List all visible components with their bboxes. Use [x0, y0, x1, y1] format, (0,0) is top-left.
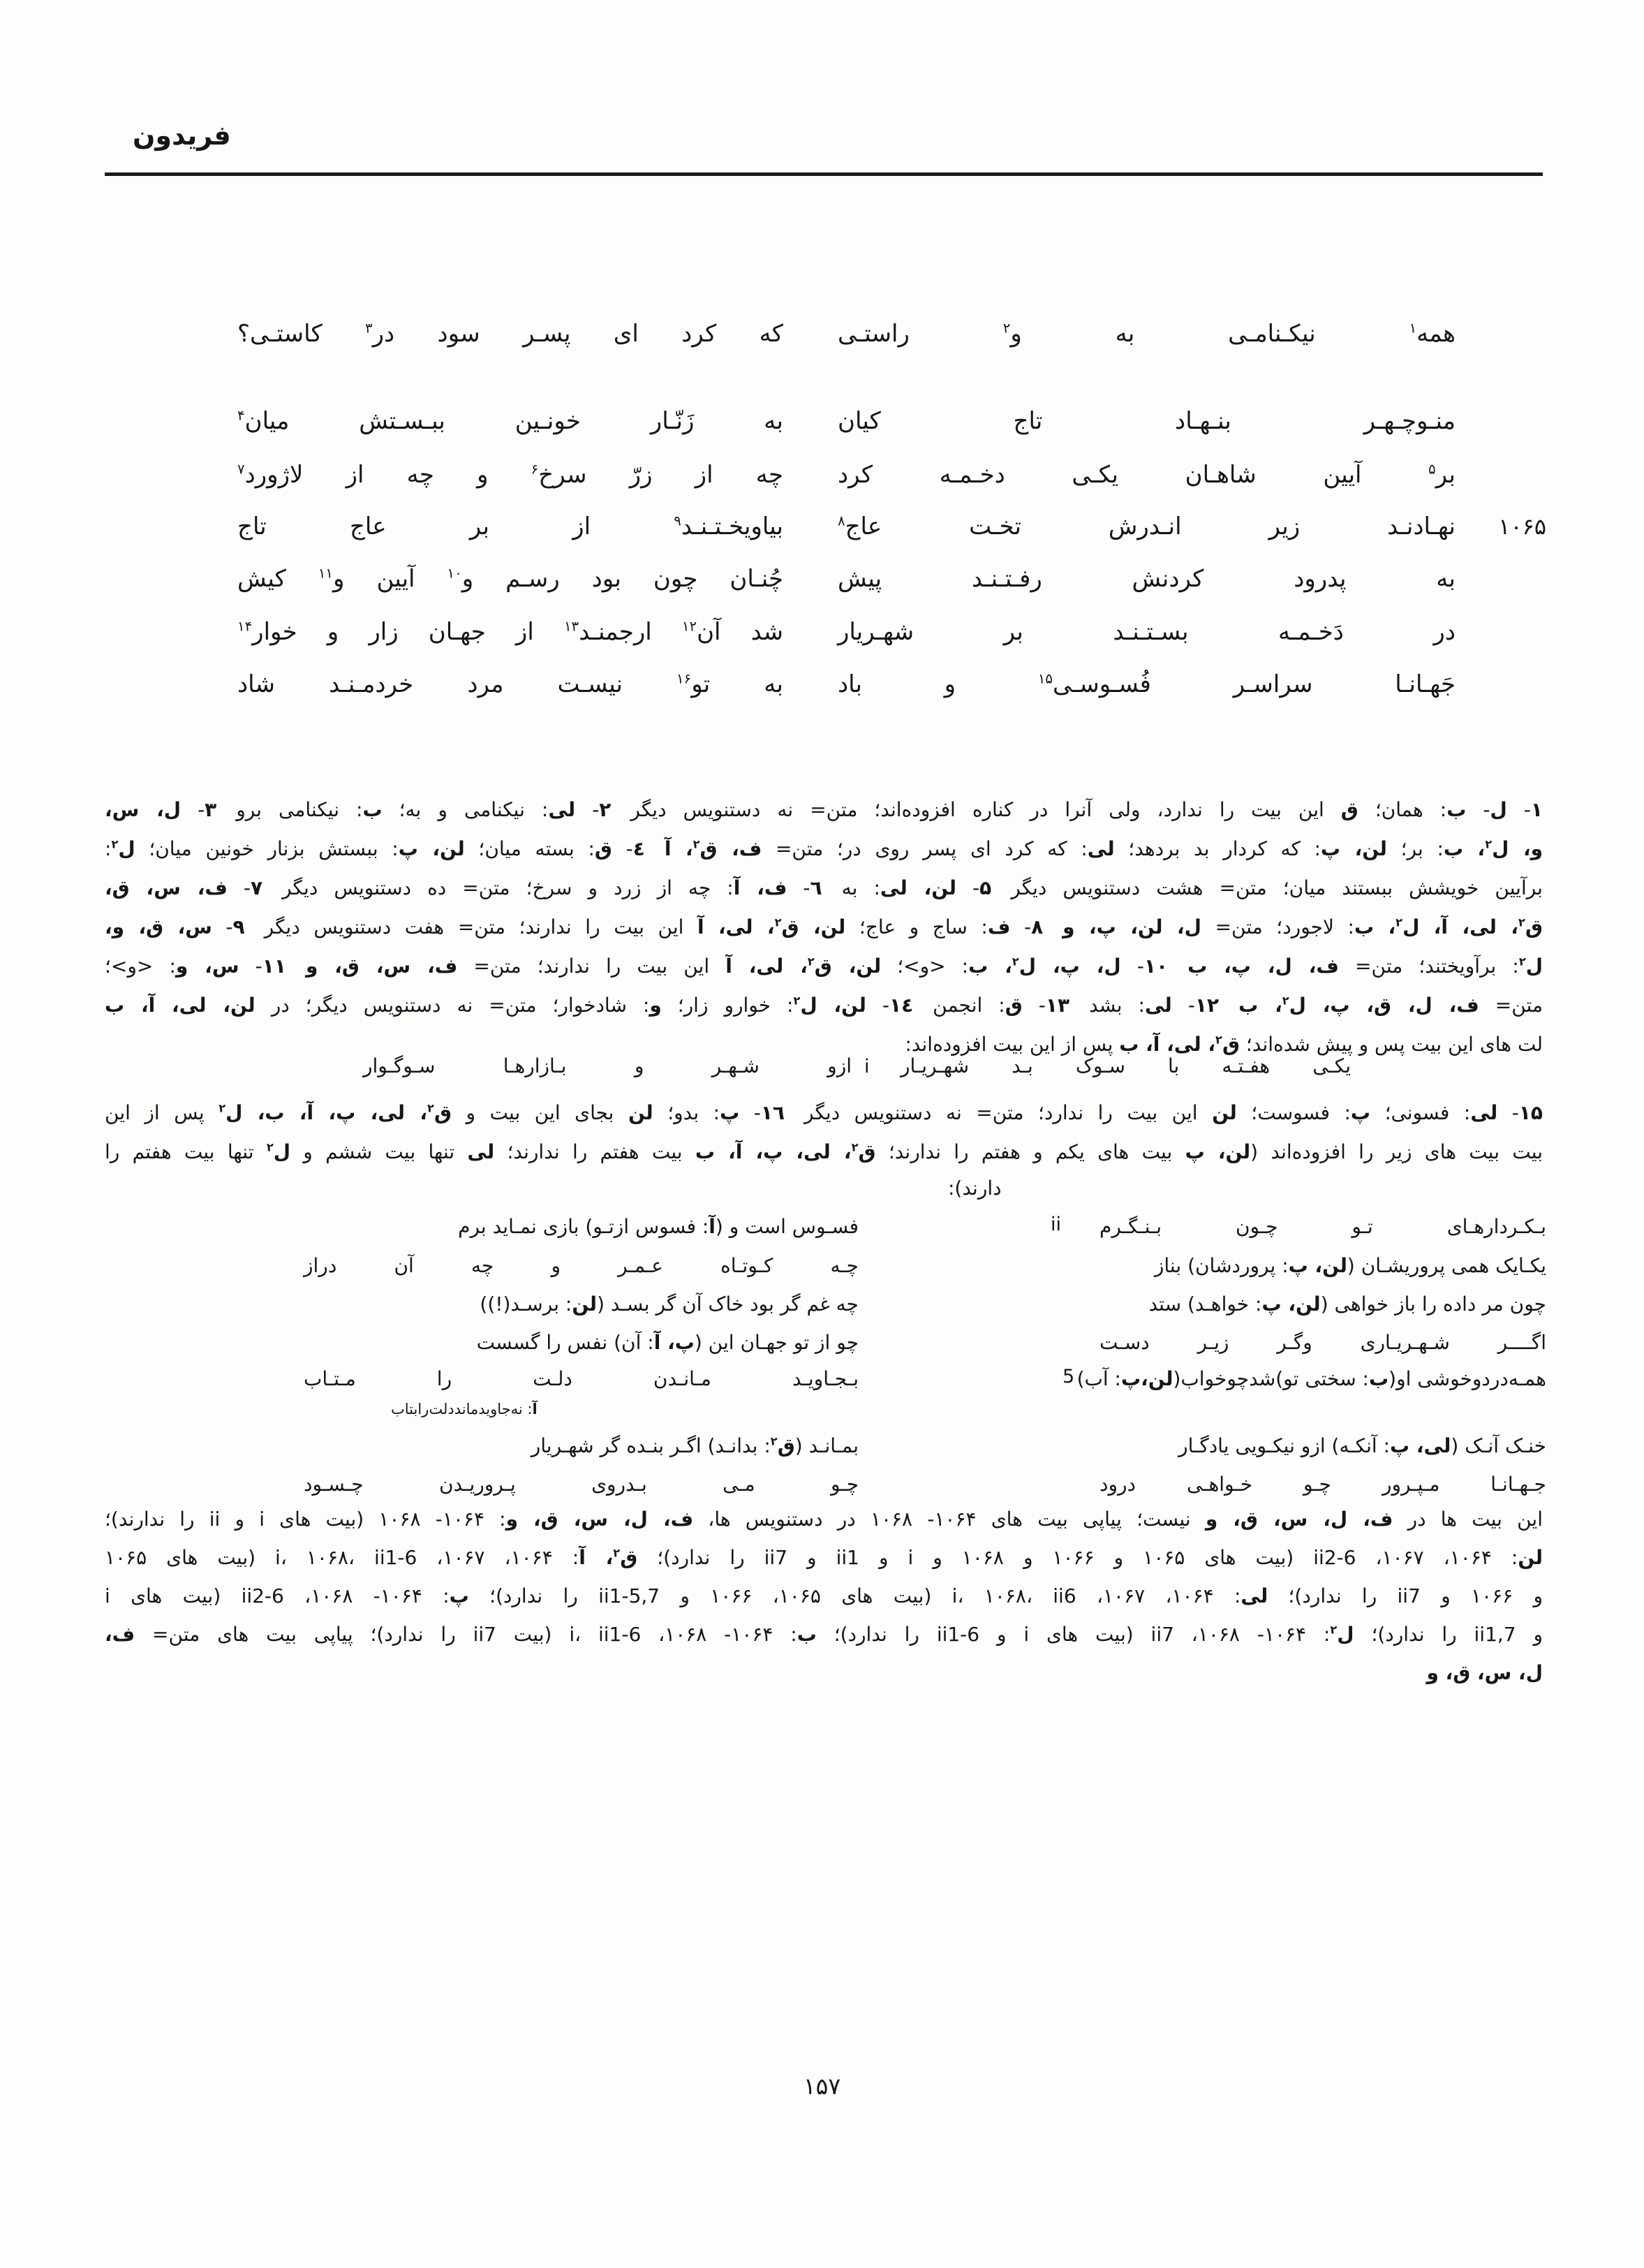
manuscript-summary-line: این بیت ها در ف، ل، س، ق، و نیست؛ پیاپی بیت های ۱۰۶۴- ۱۰۶۸ در دستنویس ها، ف، ل، س، ق، و: ۱۰۶۴- ۱۰۶۸ (بیت های i و ii را ندارند)؛ [105, 1508, 1543, 1531]
couplet-row [0, 402, 1644, 445]
hemistich-first: به پدرود کردنش رفـتـنـد پیش [838, 565, 1456, 593]
hemistich-first: در دَخـمـه بسـتـنـد بر شهـریار [838, 618, 1456, 646]
hemistich-second: چُنـان چون بود رسـم و$^{۱۰}$ آیین و$^{۱۱}$ کیش [237, 565, 783, 593]
inserted-verse-ii-hemistich-second: چو از تو جهـان این (پ، آ: آن) نفس را گسست [476, 1331, 859, 1354]
apparatus-line: متن= ف، ل، ق، پ، ل$^۲$، ب ۱۲- لی: بشد ۱۳- ق: انجمن ۱٤- لن، ل$^۲$: خوارو زار؛ و: شادخوار؛ متن= نه دستنویس دیگر؛ در لن، لی، آ، ب [105, 994, 1543, 1017]
inserted-verse-ii-hemistich-second: چه غم گر بود خاک آن گر بسـد (لن: برسـد(!)) [480, 1293, 859, 1316]
hemistich-first: همه$^۱$ نیکـنامـی به و$^۲$ راستـی [838, 320, 1456, 348]
inserted-verse-ii-hemistich-first: بـکـردارهـای تـو چـون بـنـگـرم [1099, 1215, 1546, 1238]
manuscript-summary-line: و ii1,7 را ندارد)؛ ل$^۲$: ۱۰۶۴- ۱۰۶۸، ii7 (بیت های i و ii1-6 را ندارد)؛ ب: ۱۰۶۴- ۱۰۶۸، i، ii1-6 (بیت ii7 را ندارد)؛ پیاپی بیت های متن= ف، [105, 1623, 1543, 1646]
hemistich-first: نهـادنـد زیر انـدرش تخـت عاج$^۸$ [838, 513, 1456, 540]
inserted-verse-i-hemistich-second: ازو شـهـر و بـازارهـا سـوگـوار [363, 1054, 852, 1077]
couplet-row [0, 314, 1644, 358]
running-head-title: فریدون [133, 120, 231, 151]
apparatus-line: بیت بیت های زیر را افزوده‌اند (لن، پ بیت های یکم و هفتم را ندارند؛ ق$^۲$، لی، پ، آ، ب بیت هفتم را ندارند؛ لی تنها بیت ششم و ل$^۲$ تنها بیت هفتم را [105, 1140, 1543, 1163]
manuscript-summary-paragraph [105, 1500, 1543, 1692]
apparatus-line: ۱۵- لی: فسونی؛ پ: فسوست؛ لن این بیت را ندارد؛ متن= نه دستنویس دیگر ۱٦- پ: بدو؛ لن بجای این بیت و ق$^۲$، لی، پ، آ، ب، ل$^۲$ پس از این [105, 1101, 1543, 1124]
inserted-verse-ii-hemistich-first: اگــــر شـهـریـاری وگـر زیـر دسـت [1099, 1331, 1546, 1354]
verse-ii-line5-number: 5 [1062, 1366, 1075, 1387]
inserted-verse-i-label: i [864, 1056, 870, 1077]
apparatus-line: لت های این بیت پس و پیش شده‌اند؛ ق$^۲$، لی، آ، ب پس از این بیت افزوده‌اند: [905, 1033, 1543, 1056]
manuscript-summary-line: و ۱۰۶۶ و ii7 را ندارد)؛ لی: ۱۰۶۴، ۱۰۶۷، i، ۱۰۶۸، ii6 (بیت های ۱۰۶۵، ۱۰۶۶ و ii1-5,7 را ندارد)؛ پ: ۱۰۶۴- ۱۰۶۸، ii2-6 (بیت های i [105, 1584, 1543, 1607]
apparatus-line: برآیین خویشش ببستند میان؛ متن= هشت دستنویس دیگر ۵- لن، لی: به ٦- ف، آ: چه از زرد و سرخ؛ متن= ده دستنویس دیگر ۷- ف، س، ق، [105, 876, 1543, 899]
inserted-verse-ii-hemistich-first: خنـک آنـک (لی، پ: آنکـه) ازو نیکـویی یادگـار [1178, 1434, 1546, 1457]
inserted-verse-ii-hemistich-second: فسـوس است و (آ: فسوس ازتـو) بازی نمـاید برم [458, 1215, 859, 1238]
inserted-verse-ii-hemistich-second: چـه کـوتـاه عـمـر و چه آن دراز [304, 1254, 859, 1277]
apparatus-line: ۱- ل- ب: همان؛ ق این بیت را ندارد، ولی آنرا در کناره افزوده‌اند؛ متن= نه دستنویس دیگر ۲- لی: نیکنامی و به؛ ب: نیکنامی برو ۳- ل، س، [105, 798, 1543, 821]
inserted-verse-ii-hemistich-second: بمـانـد (ق$^۲$: بدانـد) اگـر بنـده گر شهـریار [531, 1434, 859, 1457]
hemistich-first: بر$^۵$ آیین شاهـان یکـی دخـمـه کرد [838, 461, 1456, 489]
couplet-row [0, 455, 1644, 499]
header-rule [105, 172, 1543, 176]
apparatus-line: و، ل$^۲$، ب: بر؛ لن، پ: که کردار بد بردهد؛ لی: که کرد ای پسر روی در؛ متن= ف، ق$^۲$، آ ٤- ق: بسته میان؛ لن، پ: ببستش بزنار خونین میان؛ ل$^۲$: [105, 837, 1543, 860]
inserted-verse-ii-hemistich-first: یکـایک همی پروریشـان (لن، پ: پروردشان) بناز [1154, 1254, 1546, 1277]
critical-apparatus-block-a [105, 790, 1543, 1064]
inserted-verse-ii-hemistich-first: چون مر داده را باز خواهی (لن، پ: خواهـد) ستد [1148, 1293, 1546, 1316]
apparatus-tail-line: دارند): [948, 1177, 1002, 1200]
inserted-verse-ii-hemistich-second: بـجـاویـد مـانـدن دلـت را مـتـاب [304, 1367, 859, 1390]
inserted-verse-i-hemistich-first: یکـی هفـتـه با سـوک بـد شهـریـار [901, 1054, 1351, 1077]
inserted-verse-ii-label: ii [1051, 1214, 1062, 1235]
apparatus-line: ق$^۲$، لی، آ، ل$^۲$، ب: لاجورد؛ متن= ل، لن، پ، و ۸- ف: ساج و عاج؛ لن، ق$^۲$، لی، آ این بیت را ندارند؛ متن= هفت دستنویس دیگر ۹- س، ق، و، [105, 915, 1543, 938]
couplet-row [0, 559, 1644, 603]
verse-number: ۱۰۶۵ [1498, 513, 1546, 540]
critical-apparatus-block-b [105, 1094, 1543, 1172]
hemistich-second: چه از زرّ سرخ$^۶$ و چه از لاژورد$^۷$ [237, 461, 783, 489]
hemistich-second: بیاویخـتـنـد$^۹$ از بر عاج تاج [237, 513, 783, 540]
hemistich-second: شد آن$^{۱۲}$ ارجمنـد$^{۱۳}$ از جهـان زار و خوار$^{۱۴}$ [237, 618, 783, 646]
hemistich-second: به زَنّـار خونـین ببـسـتش میان$^۴$ [237, 407, 783, 435]
hemistich-second: به تو$^{۱۶}$ نیسـت مرد خردمـنـد شاد [237, 670, 783, 698]
couplet-row [0, 612, 1644, 656]
hemistich-first: جَهـانـا سراسـر فُسـوسـی$^{۱۵}$ و باد [838, 670, 1456, 698]
page-number: ۱۵۷ [803, 2072, 841, 2100]
inserted-verse-ii-hemistich-second: چـو مـی بـدروی پـروریـدن چـسـود [304, 1473, 859, 1496]
hemistich-first: منـوچـهـر بنـهـاد تاج کیان [838, 407, 1456, 435]
apparatus-line: ل$^۲$: برآویختند؛ متن= ف، ل، پ، ب ۱۰- ل، پ، ل$^۲$، ب: <و>؛ لن، ق$^۲$، لی، آ این بیت را ندارند؛ متن= ف، س، ق، و ۱۱- س، و: <و>؛ [105, 955, 1543, 978]
couplet-row [0, 507, 1644, 550]
manuscript-summary-tail: ل، س، ق، و [1426, 1661, 1543, 1684]
hemistich-second: که کرد ای پسـر سود در$^۳$ کاستـی؟ [237, 320, 783, 348]
manuscript-summary-line: لن: ۱۰۶۴، ۱۰۶۷، ii2-6 (بیت های ۱۰۶۵ و ۱۰۶۶ و ۱۰۶۸ و i و ii1 و ii7 را ندارد)؛ ق$^۲$، آ: ۱۰۶۴، ۱۰۶۷، i، ۱۰۶۸، ii1-6 (بیت های ۱۰۶۵ [105, 1546, 1543, 1569]
inserted-verse-ii-hemistich-first: جـهـانـا مـپـرور چـو خـواهـی درود [1099, 1473, 1546, 1496]
couplet-row [0, 665, 1644, 708]
variant-sub-note: آ: نه‌جاویدمانددلت‌رابتاب [391, 1401, 538, 1418]
inserted-verse-ii-hemistich-first: همـه‌دردوخوشی او(ب: سختی تو)شدچوخواب(لن،پ: آب) [1076, 1367, 1546, 1390]
